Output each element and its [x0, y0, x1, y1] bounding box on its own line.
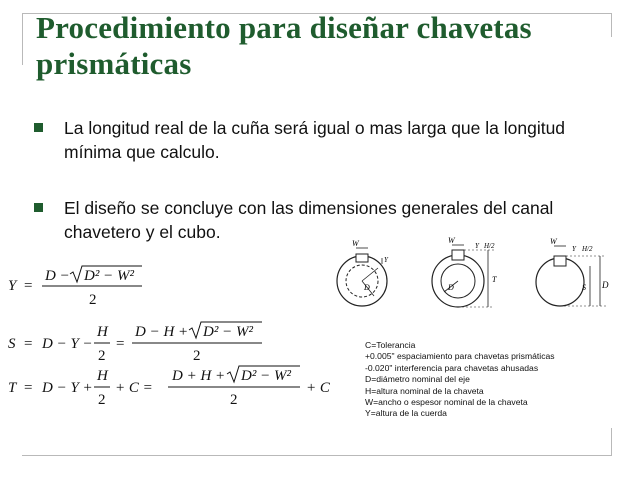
formula-y-den: 2	[89, 292, 97, 308]
formula-t-lhs: T	[8, 380, 17, 396]
figure-label-w: W	[550, 237, 557, 246]
legend-line: -0.020" interferencia para chavetas ahusadas	[365, 362, 539, 373]
legend-line: W=ancho o espesor nominal de la chaveta	[365, 397, 528, 408]
figure-label-w: W	[352, 239, 359, 248]
formula-t-num-left: D + H +	[172, 368, 226, 384]
square-bullet-icon	[34, 203, 43, 212]
formula-s-eq2: =	[116, 336, 125, 352]
formula-s-radicand: D² − W²	[203, 324, 253, 340]
frame-line-left	[22, 13, 23, 65]
keyway-diagram-t	[424, 236, 520, 312]
formula-y-radicand: D² − W²	[84, 268, 134, 284]
formula-s-mid: D − Y −	[42, 336, 93, 352]
figure-label-h2: H/2	[484, 242, 495, 250]
figure-label-d: D	[448, 283, 454, 292]
figure-label-w: W	[448, 236, 455, 245]
formula-y-num-left: D −	[45, 268, 70, 284]
keyway-diagram-y	[326, 236, 406, 312]
keyway-diagram-s	[530, 236, 620, 312]
formula-t-eq1: =	[24, 380, 33, 396]
variable-legend	[365, 340, 555, 420]
figure-label-t: T	[492, 275, 497, 284]
formula-s-lhs: S	[8, 336, 16, 352]
formula-t-h-num: H	[97, 368, 108, 384]
formula-s-den: 2	[193, 348, 201, 364]
formula-t-mid: D − Y +	[42, 380, 93, 396]
slide-title: Procedimiento para diseñar chavetas prismáticas	[36, 10, 532, 81]
legend-line: C=Tolerancia	[365, 340, 416, 350]
formula-s-h-den: 2	[98, 348, 106, 364]
frame-line-bottom	[22, 455, 612, 456]
legend-line: D=diámetro nominal del eje	[365, 374, 470, 385]
formula-t-plus-c: + C =	[115, 380, 153, 396]
frame-line-bottom-right	[611, 428, 612, 456]
formula-t-den: 2	[230, 392, 238, 408]
square-bullet-icon	[34, 123, 43, 132]
formula-t-radicand: D² − W²	[241, 368, 291, 384]
formula-t-h-den: 2	[98, 392, 106, 408]
figure-label-h2: H/2	[582, 245, 593, 253]
formula-block	[0, 254, 380, 414]
bullet-text: La longitud real de la cuña será igual o mas larga que la longitud mínima que calculo.	[64, 118, 566, 162]
legend-line: +0.005" espaciamiento para chavetas prismáticas	[365, 351, 555, 362]
formula-s-h-num: H	[97, 324, 108, 340]
formula-t-tail: + C	[306, 380, 330, 396]
figure-label-y: Y	[572, 245, 576, 253]
figure-label-s: S	[582, 283, 586, 292]
formula-y-eq: =	[24, 278, 33, 294]
figure-label-y: Y	[384, 256, 388, 264]
formula-y-lhs: Y	[8, 278, 17, 294]
figure-label-d: D	[364, 283, 370, 292]
formula-s-num-left: D − H +	[135, 324, 189, 340]
figure-label-d: D	[602, 280, 609, 290]
bullet-text: El diseño se concluye con las dimensiones generales del canal chavetero y el cubo.	[64, 198, 554, 242]
figure-label-y: Y	[475, 242, 479, 250]
legend-line: H=altura nominal de la chaveta	[365, 385, 484, 396]
formula-s-eq1: =	[24, 336, 33, 352]
legend-line: Y=altura de la cuerda	[365, 408, 447, 419]
